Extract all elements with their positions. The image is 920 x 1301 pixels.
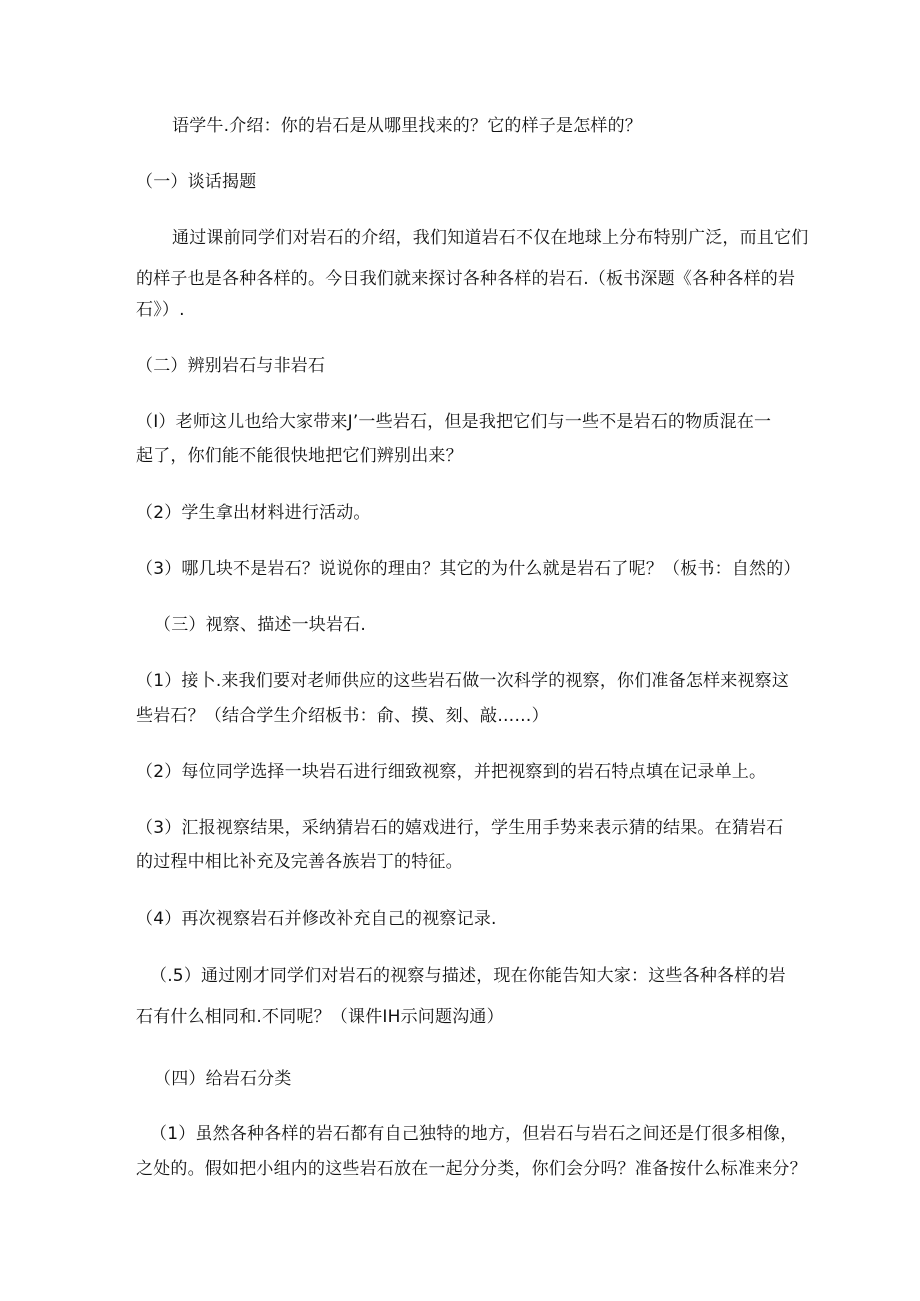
section-heading-3: （三）视察、描述一块岩石. [154, 615, 367, 635]
list-item-line: （4）再次视察岩石并修改补充自己的视察记录. [136, 909, 497, 929]
list-item-line: （2）每位同学选择一块岩石进行细致视察，并把视察到的岩石特点填在记录单上。 [136, 762, 767, 782]
section-heading-2: （二）辨别岩石与非岩石 [136, 356, 326, 376]
section-heading-1: （一）谈话揭题 [136, 172, 257, 192]
list-item-line: （3）汇报视察结果，采纳猜岩石的嬉戏进行，学生用手势来表示猜的结果。在猜岩石 [136, 818, 784, 838]
intro-question: 语学牛.介绍：你的岩石是从哪里找来的？它的样子是怎样的？ [172, 116, 643, 136]
section-heading-4: （四）给岩石分类 [154, 1069, 292, 1089]
list-item-line: 石有什么相同和.不同呢？（课件IH示问题沟通） [136, 1007, 504, 1027]
paragraph-line: 的样子也是各种各样的。今日我们就来探讨各种各样的岩石.（板书深题《各种各样的岩 [136, 269, 796, 289]
list-item-line: （1）虽然各种各样的岩石都有自己独特的地方，但岩石与岩石之间还是仃很多相像， [150, 1124, 798, 1144]
list-item-line: 的过程中相比补充及完善各族岩丁的特征。 [136, 852, 463, 872]
list-item-line: 起了，你们能不能很快地把它们辨别出来？ [136, 446, 463, 466]
paragraph-line: 通过课前同学们对岩石的介绍，我们知道岩石不仅在地球上分布特别广泛，而且它们 [172, 228, 809, 248]
list-item-line: 之处的。假如把小组内的这些岩石放在一起分分类，你们会分吗？准备按什么标准来分？ [136, 1159, 807, 1179]
list-item-line: （1）接卜.来我们要对老师供应的这些岩石做一次科学的视察，你们准备怎样来视察这 [136, 671, 790, 691]
list-item-line: 些岩石？（结合学生介绍板书：俞、摸、刻、敲……） [136, 706, 549, 726]
list-item-line: （.5）通过刚才同学们对岩石的视察与描述，现在你能告知大家：这些各种各样的岩 [150, 966, 786, 986]
list-item-line: （2）学生拿出材料进行活动。 [136, 503, 371, 523]
list-item-line: （I）老师这儿也给大家带来J’一些岩石，但是我把它们与一些不是岩石的物质混在一 [136, 412, 772, 432]
list-item-line: （3）哪几块不是岩石？说说你的理由？其它的为什么就是岩石了呢？（板书：自然的） [136, 559, 801, 579]
paragraph-line: 石》）. [136, 300, 185, 320]
